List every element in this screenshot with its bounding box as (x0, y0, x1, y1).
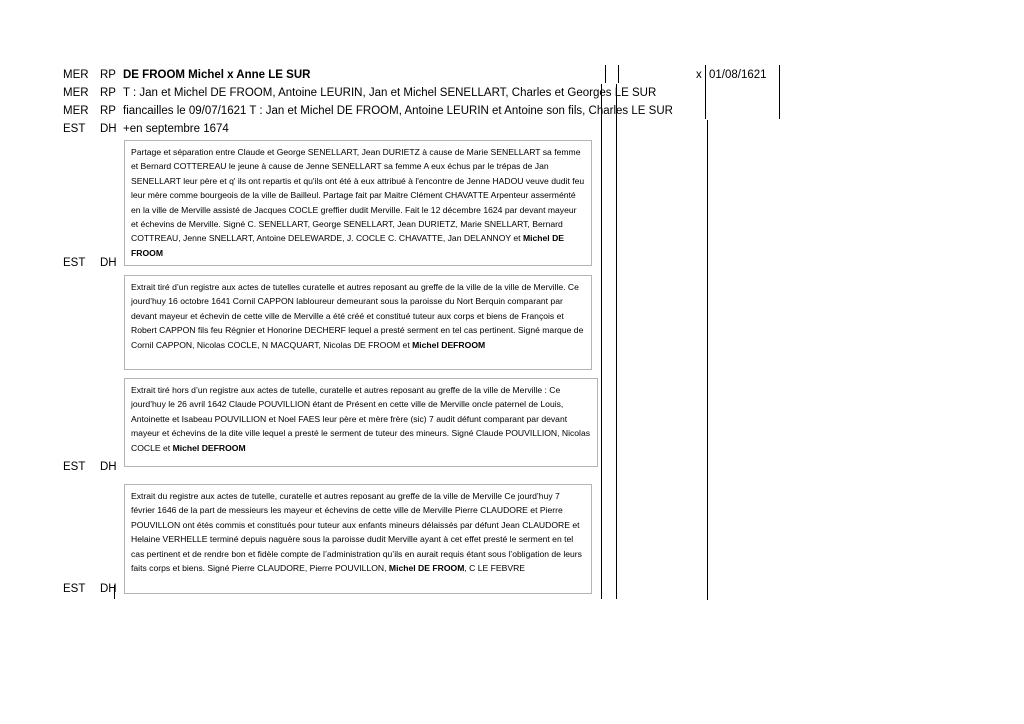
column-divider (605, 65, 606, 83)
marriage-date: 01/08/1621 (709, 69, 767, 81)
note-source-3: DH (100, 461, 117, 473)
witness-list: T : Jan et Michel DE FROOM, Antoine LEURIN, Jan et Michel SENELLART, Charles et Georges LE SUR (123, 87, 657, 99)
column-divider (601, 84, 602, 599)
note-box-1 (124, 140, 592, 266)
column-divider (705, 65, 706, 119)
record-source-code: RP (100, 105, 116, 117)
highlighted-name: Michel DE FROOM (131, 233, 565, 258)
note-source-1: DH (100, 257, 117, 269)
record-type-code: MER (63, 105, 89, 117)
column-divider (707, 120, 708, 600)
record-type-code: EST (63, 123, 86, 135)
note-box-3 (124, 378, 598, 467)
note-box-4 (124, 484, 592, 594)
record-source-code: RP (100, 69, 116, 81)
note-code-1: EST (63, 257, 86, 269)
record-source-code: RP (100, 87, 116, 99)
record-type-code: MER (63, 69, 89, 81)
record-type-code: MER (63, 87, 89, 99)
highlighted-name: Michel DEFROOM (172, 442, 246, 453)
note-code-4: EST (63, 583, 86, 595)
column-divider (779, 65, 780, 119)
record-source-code: DH (100, 123, 117, 135)
note-code-3: EST (63, 461, 86, 473)
note-text: Extrait tiré hors d’un registre aux actes de tutelle, curatelle et autres reposant au greffe de la ville de Merville : Ce jourd’huy le 26 avril 1642 Claude POUVILLION étant de Présent en cette ville de Merville oncle paternel de Louis, Antoinette et Isabeau POUVILLION et Noel FAES leur père et mère frère (sic) 7 audit défunt comparant par devant mayeur et échevins de la dite ville lequel a presté le serment de tuteur des mineurs. Signé Claude POUVILLION, Nicolas COCLE et Michel DEFROOM (131, 385, 591, 453)
highlighted-name: Michel DE FROOM (388, 563, 465, 574)
note-box-2 (124, 275, 592, 370)
column-divider (616, 84, 617, 599)
note-source-4: DH (100, 583, 117, 595)
highlighted-name: Michel DEFROOM (412, 339, 486, 350)
engagement-text: fiancailles le 09/07/1621 T : Jan et Michel DE FROOM, Antoine LEURIN et Antoine son fils, Charles LE SUR (123, 105, 673, 117)
note-text: Partage et séparation entre Claude et George SENELLART, Jean DURIETZ à cause de Marie SENELLART sa femme et Bernard COTTEREAU le jeune à cause de Jenne SENELLART sa femme A eux échus par le trépas de Jan SENELLART leur père et q' ils ont repartis et qu'ils ont été à eux attribué à l'encontre de Jenne HADOU veuve dudit feu leur mère comme bourgeois de la ville de Bailleul. Partage fait par Maitre Clément CHAVATTE Arpenteur asserménté en la ville de Merville assisté de Jacques COCLE greffier dudit Merville. Fait le 12 décembre 1624 par devant mayeur et échevins de Merville. Signé C. SENELLART, George SENELLART, Jean DURIETZ, Marie SNELLART, Bernard COTTREAU, Jenne SNELLART, Antoine DELEWARDE, J. COCLE C. CHAVATTE, Jan DELANNOY et Michel DE FROOM (131, 147, 585, 258)
marriage-title: DE FROOM Michel x Anne LE SUR (123, 69, 311, 81)
column-divider (618, 65, 619, 83)
marriage-mark: x (696, 69, 702, 81)
death-note: +en septembre 1674 (123, 123, 229, 135)
note-text: Extrait du registre aux actes de tutelle, curatelle et autres reposant au greffe de la ville de Merville Ce jourd’huy 7 février 1646 de la part de messieurs les mayeur et échevins de cette ville de Merville Pierre CLAUDORE et Pierre POUVILLON ont étés commis et constitués pour tuteur aux enfants mineurs délaissés par défunt Jean CLAUDORE et Helaine VERHELLE terminé depuis naguère sous la paroisse dudit Merville ayant à cet effet presté le serment en tel cas pertinent et de rendre bon et fidèle compte de l’administration qu’ils en aurait requis étant sous l’obligation de leurs faits corps et biens. Signé Pierre CLAUDORE, Pierre POUVILLON, Michel DE FROOM, C LE FEBVRE (131, 491, 582, 574)
note-text: Extrait tiré d’un registre aux actes de tutelles curatelle et autres reposant au greffe de la ville de la ville de Merville. Ce jourd’huy 16 octobre 1641 Cornil CAPPON labloureur demeurant sous la paroisse du Nort Berquin comparant par devant mayeur et échevin de cette ville de Merville a été créé et constitué tuteur aux corps et biens de François et Robert CAPPON fils feu Régnier et Honorine DECHERF lequel a presté serment en tel cas pertinent. Signé marque de Cornil CAPPON, Nicolas COCLE, N MACQUART, Nicolas DE FROOM et Michel DEFROOM (131, 282, 584, 350)
